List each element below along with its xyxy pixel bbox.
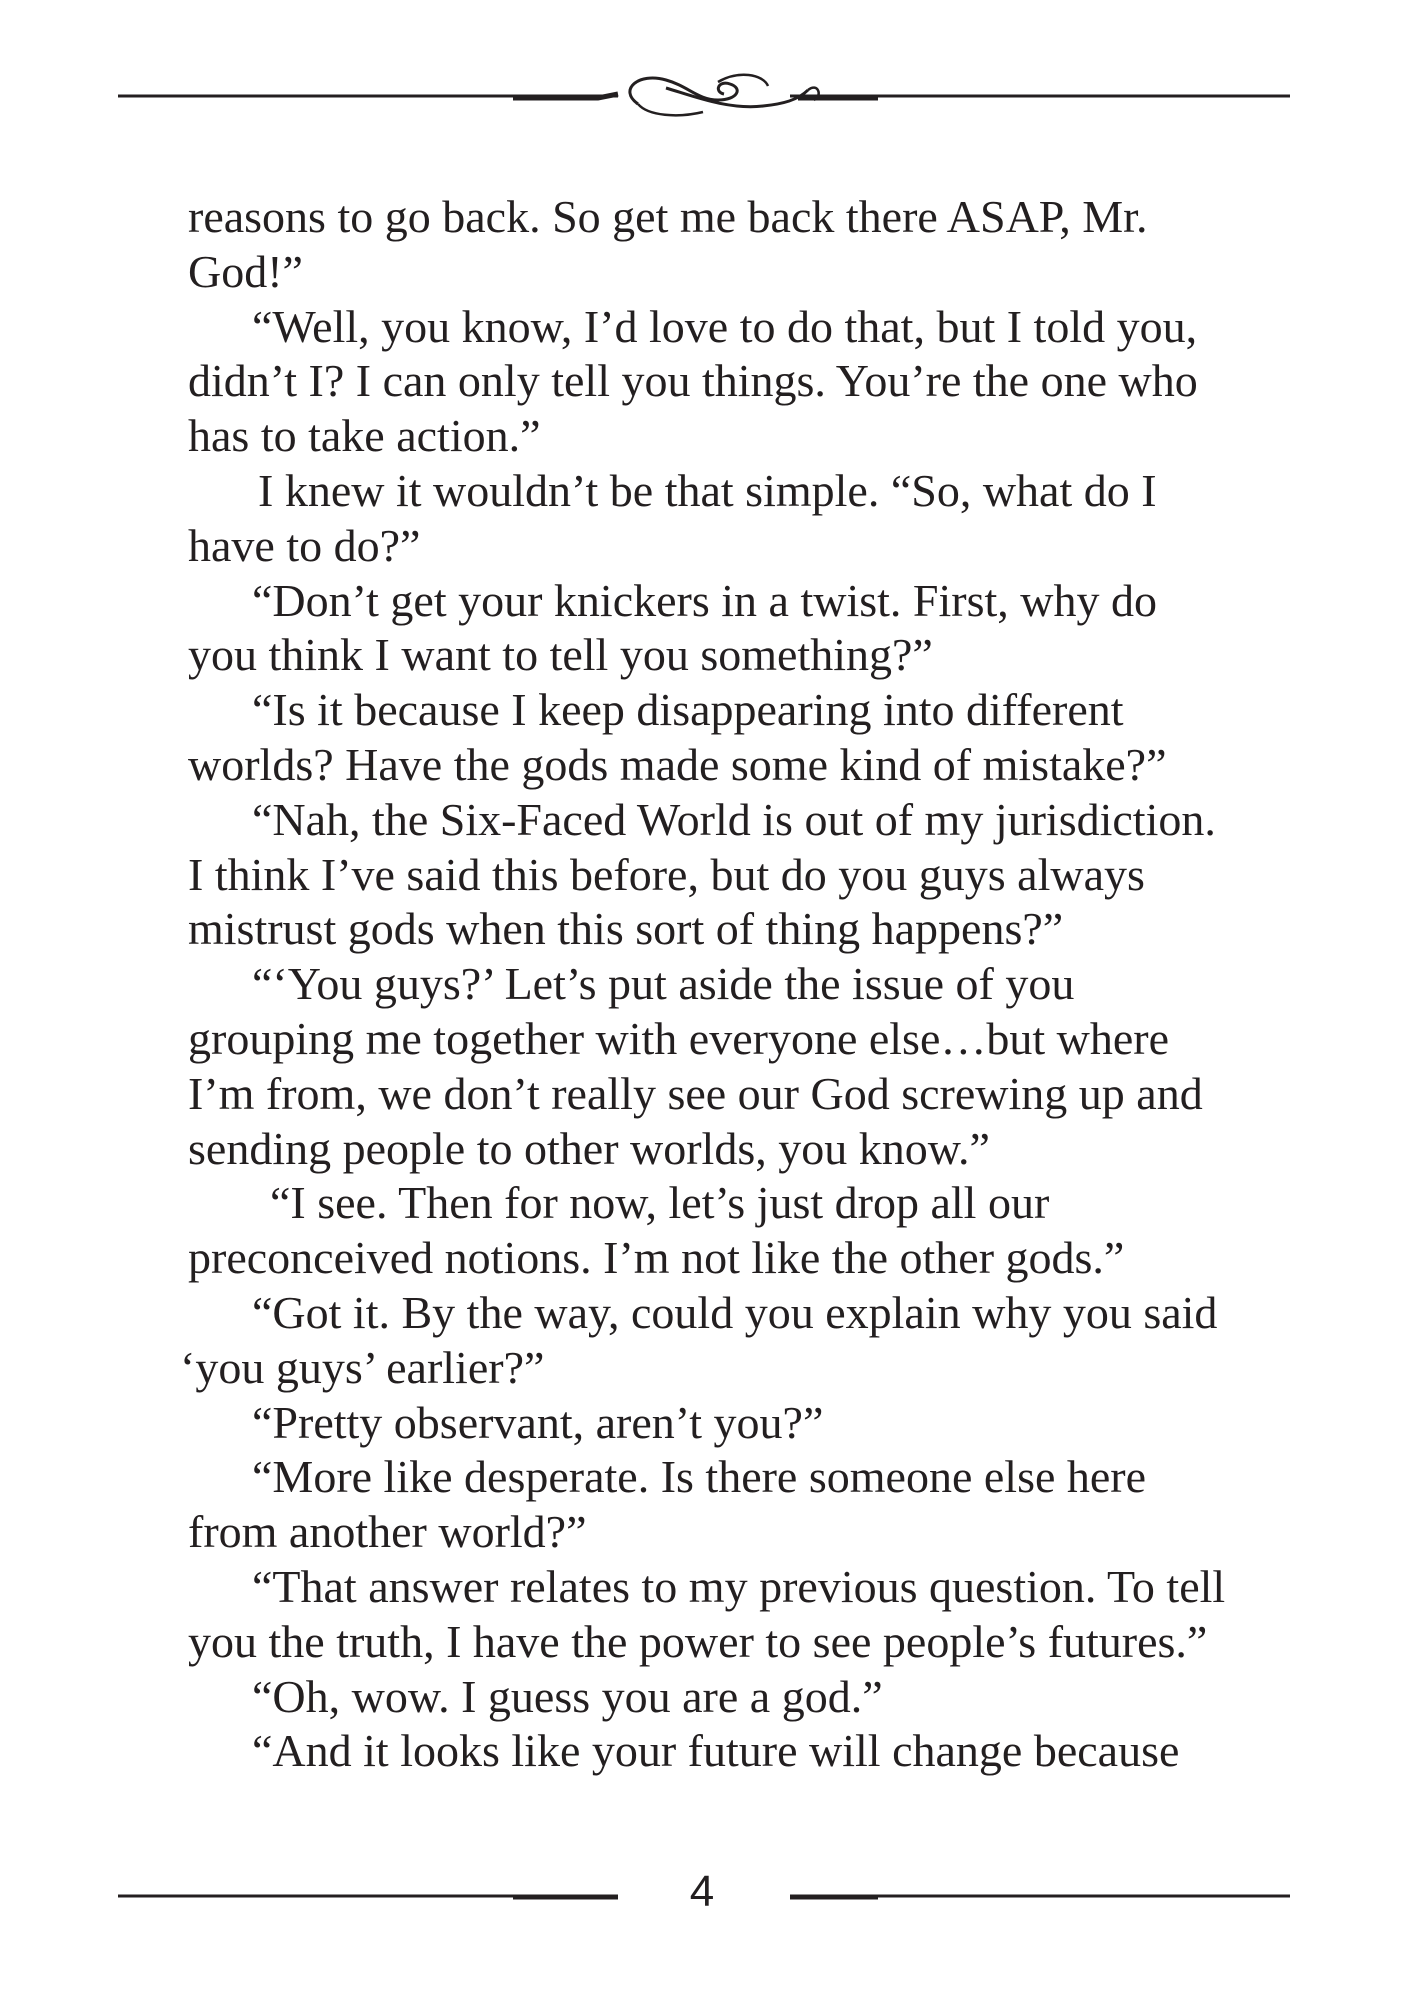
text-line: preconceived notions. I’m not like the other gods.”	[188, 1232, 1125, 1284]
text-line: I knew it wouldn’t be that simple. “So, what do I	[258, 464, 1157, 516]
text-line: have to do?”	[188, 519, 421, 571]
text-line: I’m from, we don’t really see our God screwing up and	[188, 1067, 1203, 1119]
text-line: you the truth, I have the power to see people’s futures.”	[188, 1615, 1208, 1667]
text-line: worlds? Have the gods made some kind of mistake?”	[188, 738, 1167, 790]
text-line: “That answer relates to my previous question. To tell	[252, 1560, 1226, 1612]
text-line: I think I’ve said this before, but do you guys always	[188, 848, 1145, 900]
text-line: God!”	[188, 245, 303, 297]
text-line: “I see. Then for now, let’s just drop all our	[270, 1177, 1050, 1229]
text-line: you think I want to tell you something?”	[188, 629, 933, 681]
header-ornament	[118, 60, 1290, 130]
text-line: “Don’t get your knickers in a twist. First, why do	[252, 574, 1157, 626]
text-line: mistrust gods when this sort of thing happens?”	[188, 903, 1064, 955]
text-line: grouping me together with everyone else…but where	[188, 1012, 1170, 1064]
text-line: “Well, you know, I’d love to do that, but I told you,	[252, 300, 1198, 352]
text-line: has to take action.”	[188, 410, 541, 462]
text-line: “Pretty observant, aren’t you?”	[252, 1396, 824, 1448]
text-line: didn’t I? I can only tell you things. You’re the one who	[188, 355, 1198, 407]
text-line: “More like desperate. Is there someone else here	[252, 1451, 1147, 1503]
page-body-text	[180, 190, 1238, 1779]
text-line: from another world?”	[188, 1506, 587, 1558]
page-number: 4	[689, 1867, 715, 1916]
text-line: “And it looks like your future will change because	[252, 1725, 1180, 1777]
text-line: “Is it because I keep disappearing into different	[252, 684, 1124, 736]
text-line: sending people to other worlds, you know.”	[188, 1122, 990, 1174]
text-line: “Oh, wow. I guess you are a god.”	[252, 1670, 883, 1722]
text-line: reasons to go back. So get me back there ASAP, Mr.	[188, 191, 1148, 242]
text-line: “Nah, the Six-Faced World is out of my jurisdiction.	[252, 793, 1216, 845]
text-line: “‘You guys?’ Let’s put aside the issue of you	[252, 958, 1075, 1010]
text-line: “Got it. By the way, could you explain why you said	[252, 1286, 1218, 1338]
text-line: ‘you guys’ earlier?”	[180, 1341, 545, 1393]
